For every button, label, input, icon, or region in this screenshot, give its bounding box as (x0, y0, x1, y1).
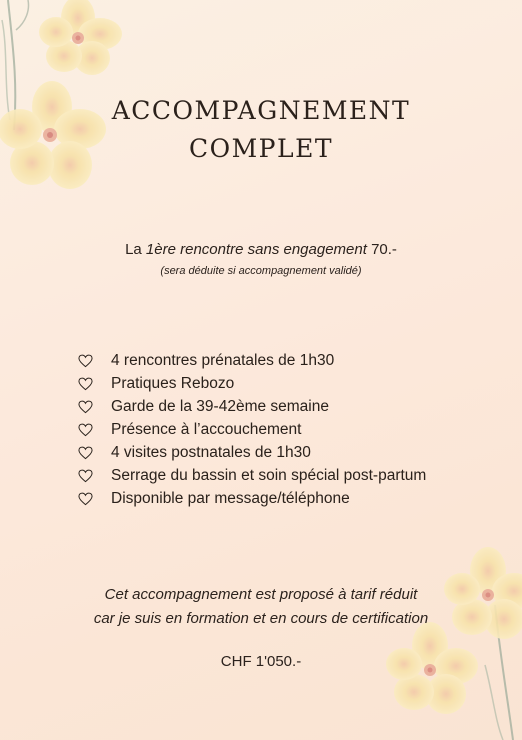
service-label: Disponible par message/téléphone (111, 489, 350, 507)
title-line-1: ACCOMPAGNEMENT (111, 96, 411, 125)
service-label: Présence à l’accouchement (111, 421, 302, 439)
heart-outline-icon (78, 377, 93, 391)
floral-decoration-bottom-right (385, 545, 522, 740)
services-list (78, 350, 426, 510)
first-meeting-price: 70.- (366, 241, 397, 258)
list-item (78, 419, 426, 442)
heart-outline-icon (78, 469, 93, 483)
reduced-rate-note (0, 583, 522, 631)
page-title (0, 92, 522, 168)
first-meeting-italic: 1ère rencontre sans engagement (145, 241, 367, 258)
heart-outline-icon (78, 446, 93, 460)
list-item (78, 350, 426, 373)
footer-line-1: Cet accompagnement est proposé à tarif réduit (104, 586, 418, 603)
first-meeting-offer (0, 241, 522, 258)
service-label: 4 visites postnatales de 1h30 (111, 444, 311, 461)
heart-outline-icon (78, 354, 93, 368)
service-label: Garde de la 39-42ème semaine (111, 398, 329, 416)
list-item (78, 442, 426, 465)
heart-outline-icon (78, 423, 93, 437)
price-label: CHF 1'050.- (220, 653, 302, 670)
service-label: Serrage du bassin et soin spécial post-partum (111, 466, 427, 484)
service-label: Pratiques Rebozo (111, 375, 235, 393)
title-line-2: COMPLET (188, 134, 334, 163)
list-item (78, 464, 426, 487)
list-item (78, 487, 426, 510)
heart-outline-icon (78, 400, 93, 414)
list-item (78, 373, 426, 396)
first-meeting-note: (sera déduite si accompagnement validé) (160, 265, 362, 277)
footer-line-2: car je suis en formation et en cours de certification (93, 610, 429, 627)
first-meeting-prefix: La (125, 241, 146, 258)
heart-outline-icon (78, 492, 93, 506)
service-label: 4 rencontres prénatales de 1h30 (111, 352, 335, 370)
list-item (78, 396, 426, 419)
